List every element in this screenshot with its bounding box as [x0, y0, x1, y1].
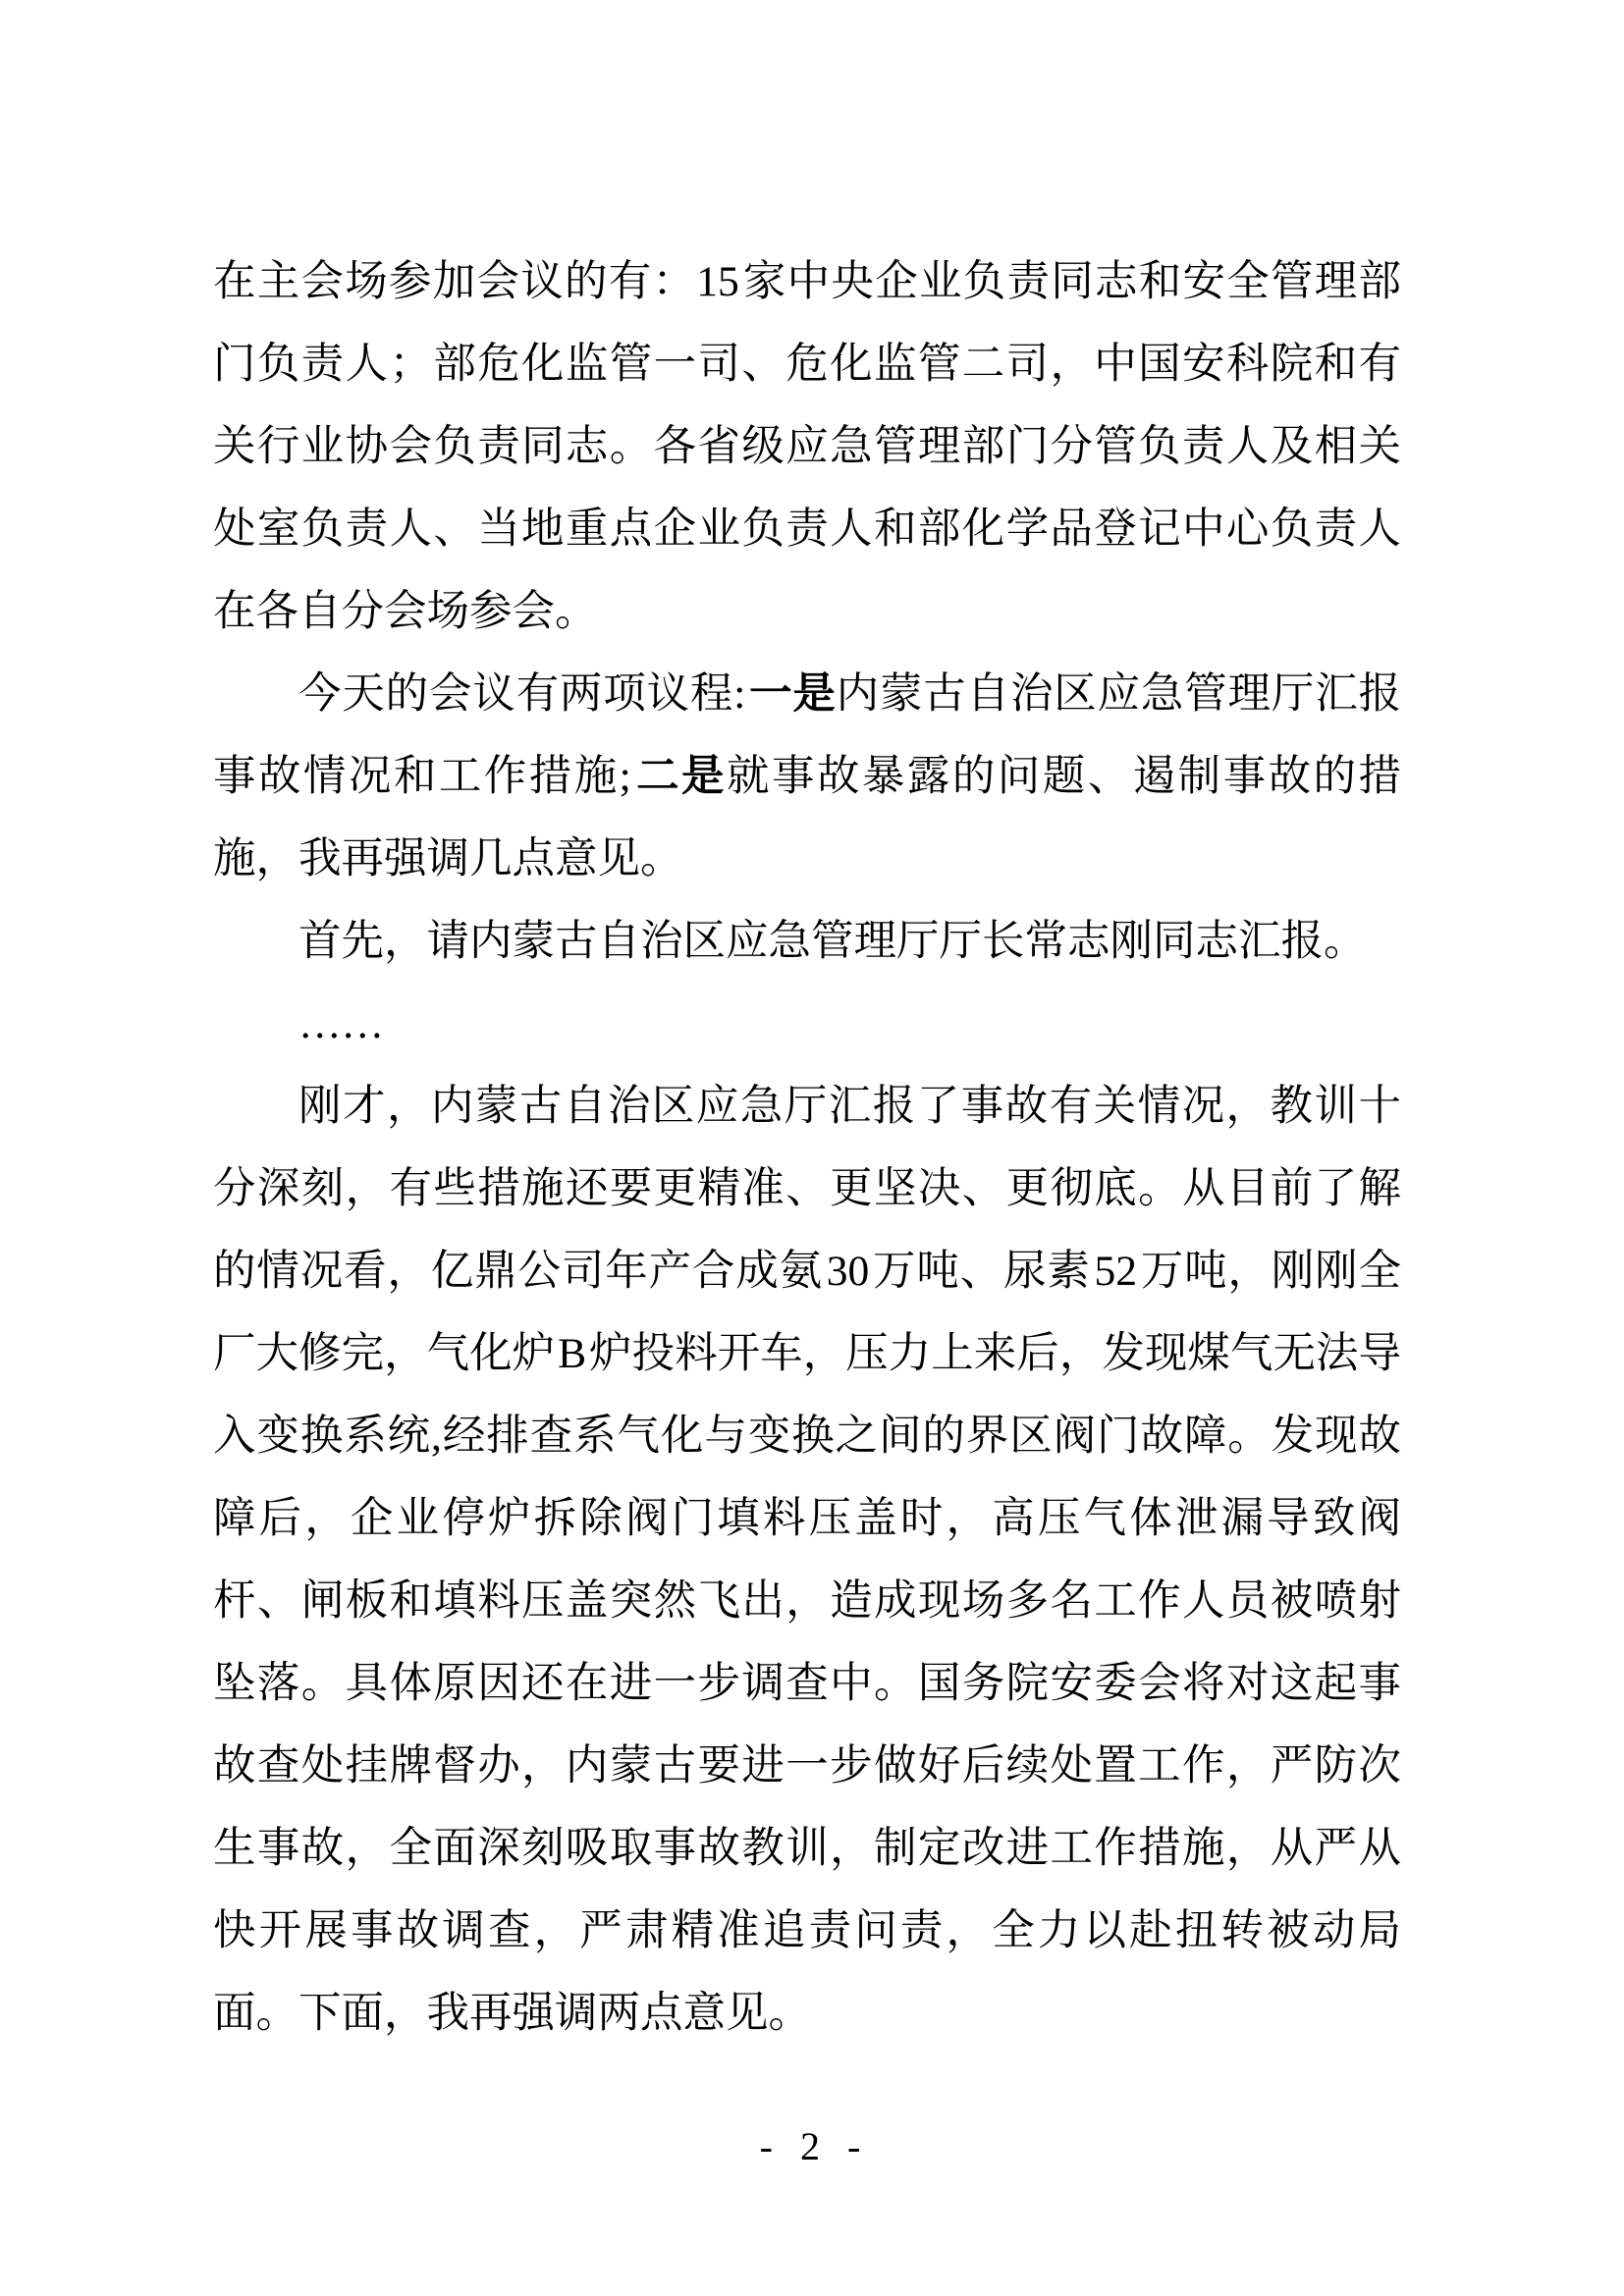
paragraph-attendees: 在主会场参加会议的有：15 家中央企业负责同志和安全管理部门负责人；部危化监管一司、危化监管二司，中国安科院和有关行业协会负责同志。各省级应急管理部门分管负责人及相关处室负责人、当地重点企业负责人和部化学品登记中心负责人在各自分会场参会。: [213, 258, 1401, 635]
agenda-item-1-label: 一是: [749, 670, 837, 718]
paragraph-agenda: [213, 653, 1401, 900]
agenda-item-2-text: 就事故暴露的问题、遏制事故的措施，我再强调几点意见。: [213, 753, 1402, 882]
paragraph-ellipsis: ……: [298, 1000, 384, 1047]
agenda-intro: 今天的会议有两项议程:: [298, 670, 749, 718]
agenda-item-2-label: 二是: [636, 753, 728, 800]
paragraph-first-report: 首先，请内蒙古自治区应急管理厅厅长常志刚同志汇报。: [298, 918, 1367, 965]
page-number: - 2 -: [759, 2124, 865, 2168]
agenda-item-1-text: 内蒙古自治区应急管理厅汇报事故情况和工作措施;: [213, 670, 1402, 800]
paragraph-remarks: 刚才，内蒙古自治区应急厅汇报了事故有关情况，教训十分深刻，有些措施还要更精准、更坚决、更彻底。从目前了解的情况看，亿鼎公司年产合成氨 30 万吨、尿素 52 万吨，刚刚全厂大修完，气化炉 B 炉投料开车，压力上来后，发现煤气无法导入变换系统,经排查系气化与变换之间的界区阀门故障。发现故障后，企业停炉拆除阀门填料压盖时，高压气体泄漏导致阀杆、闸板和填料压盖突然飞出，造成现场多名工作人员被喷射坠落。具体原因还在进一步调查中。国务院安委会将对这起事故查处挂牌督办，内蒙古要进一步做好后续处置工作，严防次生事故，全面深刻吸取事故教训，制定改进工作措施，从严从快开展事故调查，严肃精准追责问责，全力以赴扭转被动局面。下面，我再强调两点意见。: [213, 1083, 1401, 2037]
document-body: [213, 240, 1401, 2055]
